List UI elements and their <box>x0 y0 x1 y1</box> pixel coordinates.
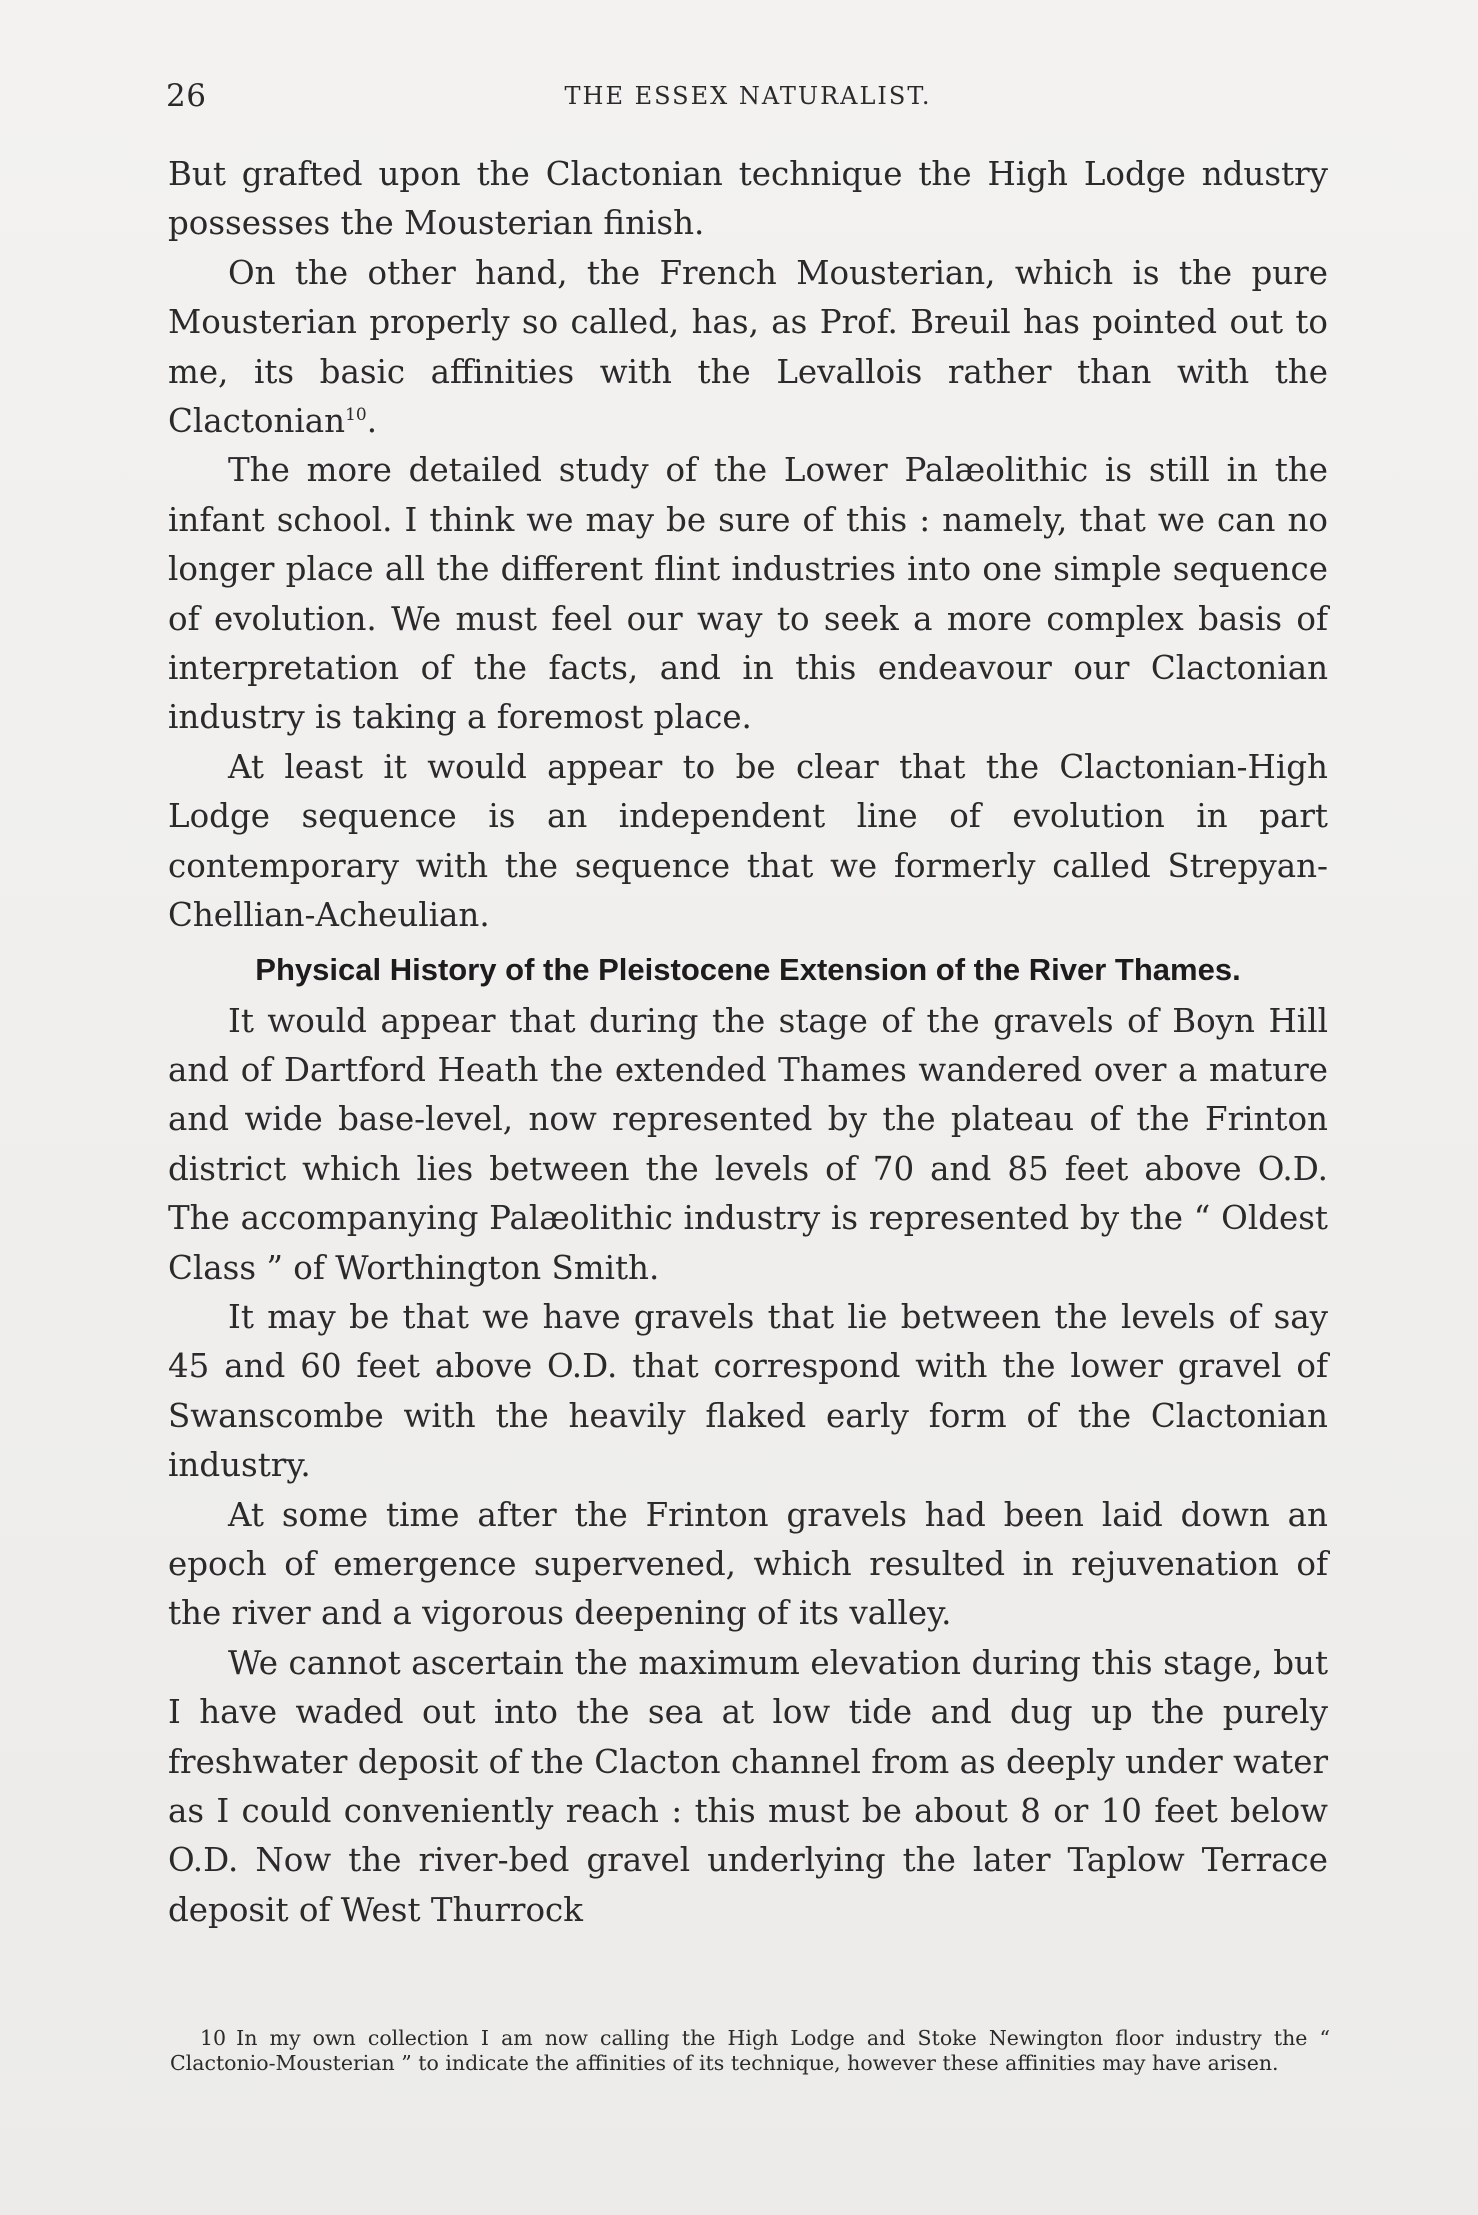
footnote <box>170 2026 1330 2076</box>
footnotes <box>170 2026 1330 2076</box>
paragraph: At least it would appear to be clear that the Clactonian-High Lodge sequence is an independent line of evolution in part contemporary with the sequence that we formerly called Strepyan-Chellian-Acheulian. <box>168 747 1328 935</box>
paragraph: At some time after the Frinton gravels had been laid down an epoch of emergence supervened, which resulted in rejuvenation of the river and a vigorous deepening of its valley. <box>168 1495 1328 1633</box>
footnote-number: 10 <box>200 2026 227 2050</box>
paragraph: The more detailed study of the Lower Palæolithic is still in the infant school. I think we may be sure of this : namely, that we can no longer place all the different flint industries into one simple sequence of evolution. We must feel our way to seek a more complex basis of interpretation of the facts, and in this endeavour our Clactonian industry is taking a foremost place. <box>168 451 1328 737</box>
paragraph-tail: . <box>366 402 378 441</box>
page-header <box>166 78 1330 118</box>
paragraph: But grafted upon the Clactonian technique the High Lodge ndustry possesses the Mousterian finish. <box>168 155 1328 243</box>
paragraph-text: On the other hand, the French Mousterian, which is the pure Mousterian properly so called, has, as Prof. Breuil has pointed out to me, its basic affinities with the Levallois rather than with the Clactonian <box>168 253 1328 441</box>
paragraph: We cannot ascertain the maximum elevation during this stage, but I have waded out into the sea at low tide and dug up the purely freshwater deposit of the Clacton channel from as deeply under water as I could conveniently reach : this must be about 8 or 10 feet below O.D. Now the river-bed gravel underlying the later Taplow Terrace deposit of West Thurrock <box>168 1643 1328 1929</box>
page-number: 26 <box>166 78 207 114</box>
section-heading: Physical History of the Pleistocene Extension of the River Thames. <box>255 951 1241 987</box>
paragraph: It would appear that during the stage of the gravels of Boyn Hill and of Dartford Heath the extended Thames wandered over a mature and wide base-level, now represented by the plateau of the Frinton district which lies between the levels of 70 and 85 feet above O.D. The accompanying Palæolithic industry is represented by the “ Oldest Class ” of Worthington Smith. <box>168 1001 1328 1287</box>
paragraph: It may be that we have gravels that lie between the levels of say 45 and 60 feet above O.D. that correspond with the lower gravel of Swanscombe with the heavily flaked early form of the Clactonian industry. <box>168 1297 1328 1485</box>
footnote-text: In my own collection I am now calling the High Lodge and Stoke Newington floor industry the “ Clactonio-Mousterian ” to indicate the affinities of its technique, however these affinities may have arisen. <box>170 2026 1330 2075</box>
body-text <box>168 150 1328 1935</box>
footnote-reference: 10 <box>345 405 367 426</box>
running-head: THE ESSEX NATURALIST. <box>564 82 932 110</box>
paragraph <box>168 249 1328 447</box>
